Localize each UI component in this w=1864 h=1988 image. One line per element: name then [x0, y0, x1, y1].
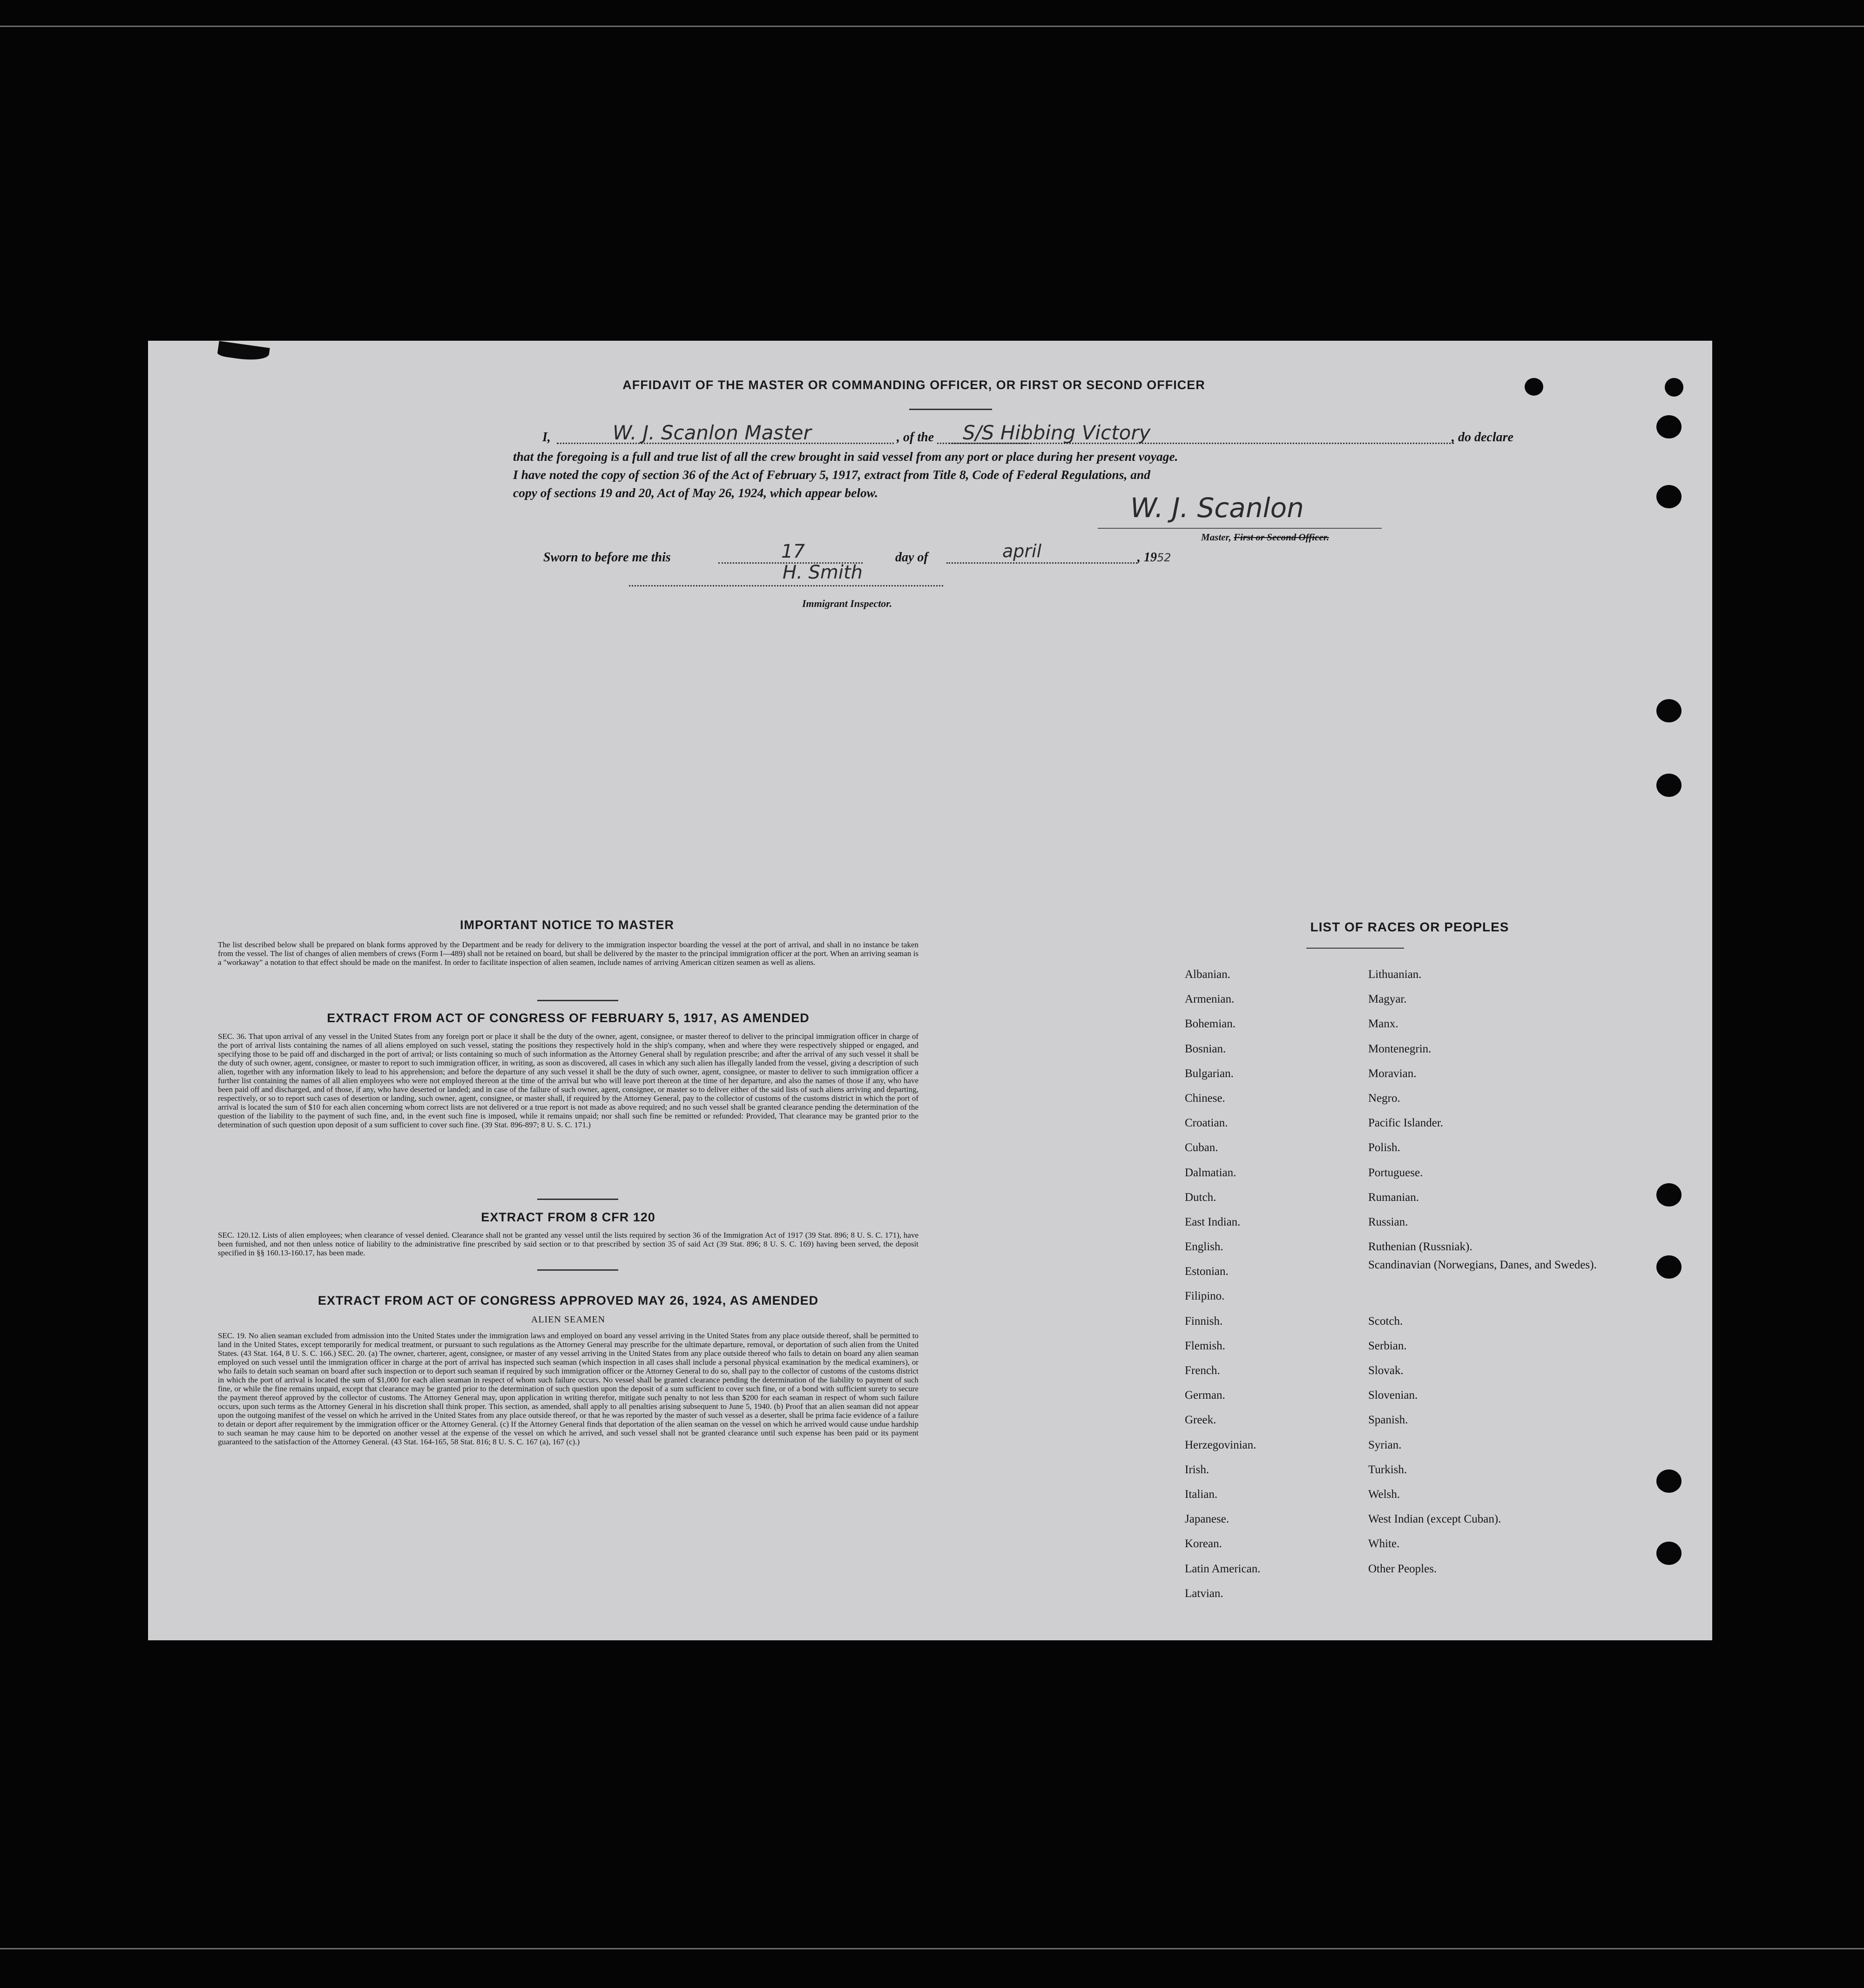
races-rule [1306, 948, 1404, 949]
race-item: Japanese. [1185, 1513, 1229, 1526]
document-page [148, 341, 1712, 1640]
month-field[interactable] [946, 541, 1137, 564]
race-item: Italian. [1185, 1488, 1218, 1501]
sworn-label: Sworn to before me this [543, 550, 671, 565]
binder-hole [1656, 1469, 1682, 1493]
extract-1924-subtitle: ALIEN SEAMEN [531, 1314, 606, 1325]
affidavit-title: AFFIDAVIT OF THE MASTER OR COMMANDING OFFICER, OR FIRST OR SECOND OFFICER [622, 378, 1205, 392]
scan-edge-bottom [0, 1948, 1864, 1949]
inspector-signature: H. Smith [783, 562, 863, 583]
notice-rule [537, 1000, 618, 1001]
vessel-field[interactable] [949, 422, 1454, 444]
race-item: Korean. [1185, 1537, 1222, 1550]
inspector-signature-field[interactable] [629, 562, 943, 586]
inspector-label: Immigrant Inspector. [802, 598, 892, 609]
master-label [1201, 532, 1329, 543]
race-item: German. [1185, 1389, 1225, 1402]
month-value: april [1002, 541, 1042, 561]
of-the-label: , of the [895, 430, 936, 445]
races-column-2 [1368, 962, 1629, 1581]
race-item: Spanish. [1368, 1414, 1408, 1427]
extract-1924-body: SEC. 19. No alien seaman excluded from admission into the United States under the immigration laws and employed on board any vessel arriving in the United States from any place outside thereof, shall be permitted to land in the United States, except temporarily for medical treatment, or pursuant to such regulations as the Attorney General may prescribe for the ultimate departure, removal, or deportation of such alien from the United States. (43 Stat. 164, 8 U. S. C. 166.) SEC. 20. (a) The owner, charterer, agent, consignee, or master of any vessel arriving in the United States from any place outside thereof who fails to detain on board any alien seaman employed on such vessel until the immigration officer in charge at the port of arrival has inspected such seaman (which inspection in all cases shall include a personal physical examination by the medical examiners), or who fails to detain such seaman on board after such inspection or to deport such seaman if required by such immigration officer or the Attorney General to do so, shall pay to the collector of customs of the customs district in which the port of arrival is located the sum of $1,000 for each alien seaman in respect of whom such failure occurs. No vessel shall be granted clearance pending the determination of the liability to payment of such fine, or while the fine remains unpaid, except that clearance may be granted prior to the determination of such question upon the deposit of a sum sufficient to cover such fine, or of a bond with sufficient surety to secure the payment thereof approved by the collector of customs. The Attorney General may, upon application in writing therefor, mitigate such penalty to not less than $200 for each seaman in respect of whom such failure occurs, upon such terms as the Attorney General in his discretion shall think proper. This section, as amended, shall apply to all penalties arising subsequent to June 5, 1940. (b) Proof that an alien seaman did not appear upon the outgoing manifest of the vessel on which he arrived in the United States from any place outside thereof, or that he was reported by the master of such vessel as a deserter, shall be prima facie evidence of a failure to detain or deport after requirement by the immigration officer or the Attorney General. (c) If the Attorney General finds that deportation of the alien seaman on the vessel on which he arrived would cause undue hardship to such seaman he may cause him to be deported on another vessel at the expense of the vessel on which he arrived, and such vessel shall not be granted clearance until such expense has been paid or its payment guaranteed to the satisfaction of the Attorney General. (43 Stat. 164-165, 58 Stat. 816; 8 U. S. C. 167 (a), 167 (c).) [218, 1331, 918, 1446]
race-item: East Indian. [1185, 1215, 1241, 1228]
master-word: Master, [1201, 532, 1231, 543]
affidavit-line-2: that the foregoing is a full and true list of all the crew brought in said vessel from any port or place during her present voyage. [513, 449, 1178, 464]
race-item: Montenegrin. [1368, 1042, 1432, 1055]
race-item: Pacific Islander. [1368, 1117, 1444, 1130]
race-item: Slovenian. [1368, 1389, 1418, 1402]
race-item: Estonian. [1185, 1265, 1229, 1278]
race-item: Filipino. [1185, 1290, 1225, 1303]
race-item: Rumanian. [1368, 1191, 1419, 1204]
binder-hole-small [1525, 378, 1543, 396]
do-declare-label: , do declare [1452, 430, 1513, 445]
struck-officer-label: First or Second Officer. [1234, 532, 1329, 543]
race-item: Armenian. [1185, 993, 1235, 1006]
vessel-value: S/S Hibbing Victory [963, 421, 1151, 444]
notice-title: IMPORTANT NOTICE TO MASTER [460, 918, 674, 932]
binder-hole [1656, 415, 1682, 438]
binder-hole [1656, 699, 1682, 722]
binder-hole [1665, 378, 1683, 397]
binder-hole [1656, 485, 1682, 508]
day-value: 17 [781, 541, 805, 562]
master-signature: W. J. Scanlon [1130, 492, 1304, 524]
race-item: Portuguese. [1368, 1166, 1423, 1179]
day-field[interactable] [718, 541, 863, 564]
race-item: Croatian. [1185, 1117, 1228, 1130]
corner-tear [217, 341, 270, 363]
race-item: French. [1185, 1364, 1220, 1377]
extract-cfr-title: EXTRACT FROM 8 CFR 120 [481, 1210, 655, 1224]
affidavit-line-4: copy of sections 19 and 20, Act of May 26, 1924, which appear below. [513, 485, 878, 500]
race-item: Albanian. [1185, 968, 1230, 981]
day-of-label: day of [895, 550, 928, 565]
race-item: Negro. [1368, 1092, 1400, 1105]
race-item: Herzegovinian. [1185, 1438, 1256, 1451]
race-item: Magyar. [1368, 993, 1407, 1006]
race-item: Scandinavian (Norwegians, Danes, and Swedes). [1368, 1259, 1597, 1272]
extract-1917-rule [537, 1199, 618, 1200]
race-item: West Indian (except Cuban). [1368, 1513, 1501, 1526]
race-item: Moravian. [1368, 1067, 1417, 1080]
races-column-1 [1185, 962, 1362, 1606]
race-item: Lithuanian. [1368, 968, 1422, 981]
binder-hole [1656, 1255, 1682, 1279]
race-item: Syrian. [1368, 1438, 1402, 1451]
race-item: Latin American. [1185, 1562, 1261, 1575]
extract-1917-title: EXTRACT FROM ACT OF CONGRESS OF FEBRUARY 5, 1917, AS AMENDED [327, 1011, 810, 1025]
notice-body: The list described below shall be prepared on blank forms approved by the Department and be ready for delivery to the immigration inspector boarding the vessel at the port of arrival, and shall in no instance be taken from the vessel. The list of changes of alien members of crews (Form I—489) shall not be retained on board, but shall be delivered by the master to the principal immigration officer at the port. When an arriving seaman is a "workaway" a notation to that effect should be made on the manifest. In order to facilitate inspection of alien seamen, include names of arriving American citizen seamen as well as aliens. [218, 940, 918, 967]
race-item: Ruthenian (Russniak). [1368, 1240, 1472, 1253]
race-item: Cuban. [1185, 1141, 1218, 1154]
race-item: Irish. [1185, 1463, 1209, 1476]
race-item: Latvian. [1185, 1587, 1223, 1600]
scan-edge-top [0, 26, 1864, 27]
binder-hole [1656, 1542, 1682, 1565]
race-item: Russian. [1368, 1215, 1408, 1228]
race-item: Turkish. [1368, 1463, 1407, 1476]
binder-hole [1656, 1183, 1682, 1206]
year-value: 52 [1157, 551, 1171, 564]
extract-1917-body: SEC. 36. That upon arrival of any vessel in the United States from any foreign port or place it shall be the duty of the owner, agent, consignee, or master thereof to deliver to the principal immigration officer in charge of the port of arrival lists containing the names of all aliens employed on such vessel, stating the positions they respectively hold in the ship's company, when and where they were respectively shipped or engaged, and specifying those to be paid off and discharged in the port of arrival; or lists containing so much of such information as the Attorney General shall by regulation prescribe; and after the arrival of any such vessel it shall be the duty of such owner, agent, consignee, or master to report to such immigration officer, in writing, as soon as discovered, all cases in which any such alien has illegally landed from the vessel, giving a description of such alien, together with any information likely to lead to his apprehension; and before the departure of any such vessel it shall be the duty of such owner, agent, consignee, or master to deliver to such immigration officer a further list containing the names of all alien employees who were not employed thereon at the time of the arrival but who will leave port thereon at the time of her departure, and also the names of those if any, who have been paid off and discharged, and of those, if any, who have deserted or landed; and in case of the failure of such owner, agent, consignee, or master so to deliver either of the said lists of such aliens arriving and departing, respectively, or so to report such cases of desertion or landing, such owner, agent, consignee, or master shall, if required by the Attorney General, pay to the collector of customs of the customs district in which the port of arrival is located the sum of $10 for each alien concerning whom correct lists are not delivered or a true report is not made as above required; and no such vessel shall be granted clearance pending the determination of the question of the liability to the payment of such fine, and, in the event such fine is imposed, while it remains unpaid; nor shall such fine be remitted or refunded: Provided, That clearance may be granted prior to the determination of such question upon deposit of a sum sufficient to cover such fine. (39 Stat. 896-897; 8 U. S. C. 171.) [218, 1032, 918, 1129]
race-item: Bulgarian. [1185, 1067, 1234, 1080]
race-item: Polish. [1368, 1141, 1400, 1154]
races-title: LIST OF RACES OR PEOPLES [1310, 920, 1509, 934]
race-item: Flemish. [1185, 1339, 1225, 1352]
race-item: Manx. [1368, 1018, 1398, 1031]
race-item: English. [1185, 1240, 1223, 1253]
extract-cfr-rule [537, 1269, 618, 1271]
signature-line [1098, 528, 1382, 529]
race-item: Bosnian. [1185, 1042, 1226, 1055]
year-label [1137, 550, 1171, 565]
title-rule [909, 409, 992, 410]
race-item: Slovak. [1368, 1364, 1404, 1377]
year-prefix: , 19 [1137, 550, 1157, 565]
affidavit-line-3: I have noted the copy of section 36 of the Act of February 5, 1917, extract from Title 8, Code of Federal Regulations, and [513, 467, 1151, 482]
name-value: W. J. Scanlon Master [613, 421, 811, 444]
binder-hole [1656, 774, 1682, 797]
race-item: Other Peoples. [1368, 1562, 1437, 1575]
race-item: Dalmatian. [1185, 1166, 1236, 1179]
race-item: Bohemian. [1185, 1018, 1236, 1031]
race-item: White. [1368, 1537, 1400, 1550]
race-item: Serbian. [1368, 1339, 1407, 1352]
i-label: I, [542, 430, 551, 445]
extract-1924-title: EXTRACT FROM ACT OF CONGRESS APPROVED MAY 26, 1924, AS AMENDED [317, 1294, 819, 1307]
extract-cfr-body: SEC. 120.12. Lists of alien employees; when clearance of vessel denied. Clearance shall not be granted any vessel until the lists required by section 36 of the Immigration Act of 1917 (39 Stat. 896; 8 U. S. C. 171), have been furnished, and not then unless notice of liability to the administrative fine prescribed by said section or to that prescribed by section 35 of said Act (39 Stat. 896; 8 U. S. C. 169) having been served, the deposit specified in §§ 160.13-160.17, has been made. [218, 1231, 918, 1257]
race-item: Scotch. [1368, 1314, 1403, 1328]
race-item: Welsh. [1368, 1488, 1400, 1501]
race-item: Dutch. [1185, 1191, 1216, 1204]
race-item: Greek. [1185, 1414, 1216, 1427]
race-item: Finnish. [1185, 1314, 1223, 1328]
race-item: Chinese. [1185, 1092, 1225, 1105]
